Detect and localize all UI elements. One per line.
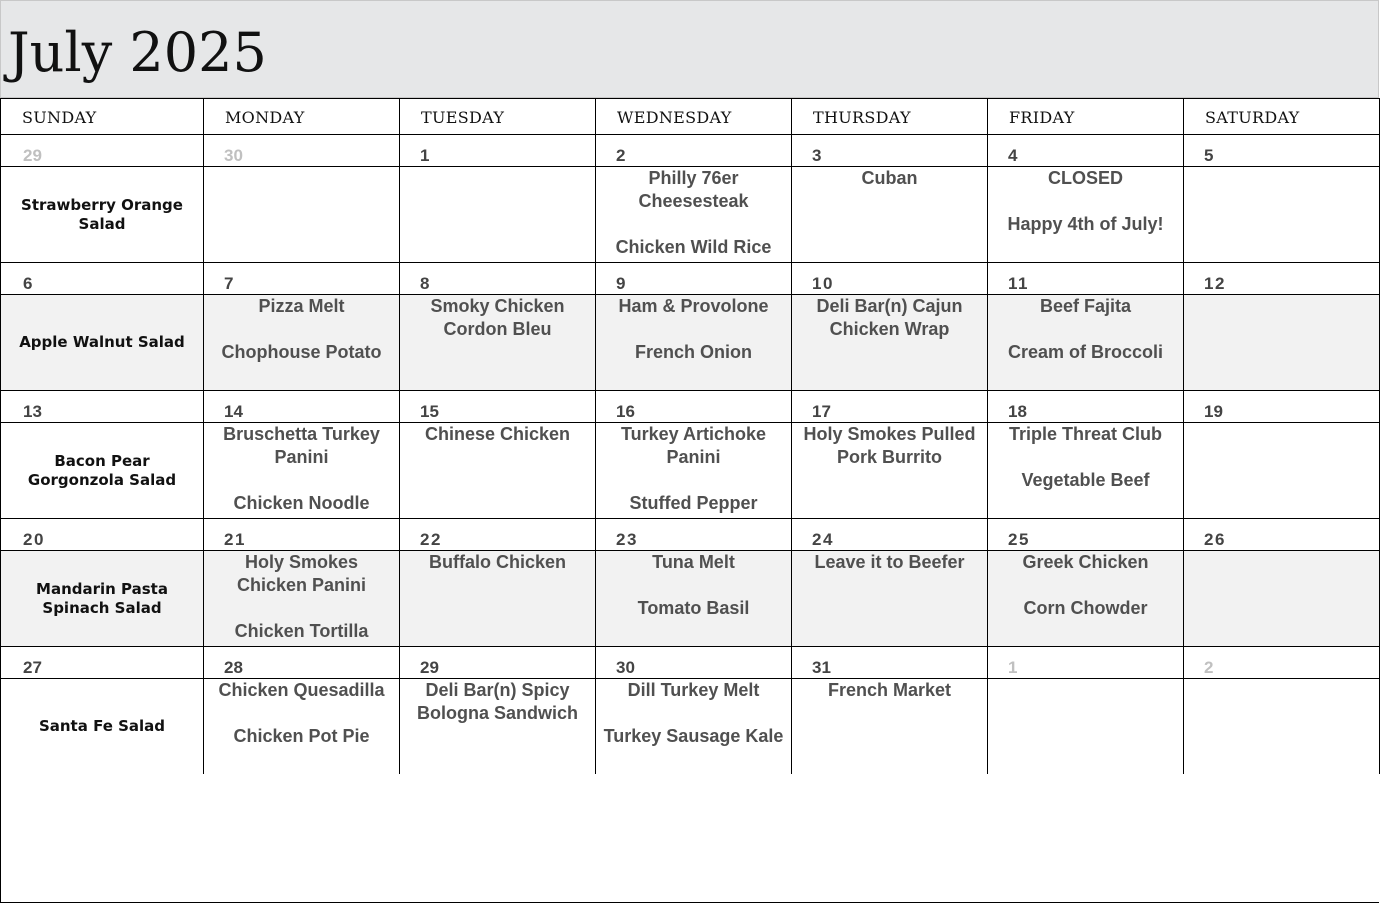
menu-cell bbox=[1184, 550, 1380, 646]
menu-item: Dill Turkey Melt bbox=[627, 680, 760, 700]
date-number: 26 bbox=[1184, 518, 1380, 550]
menu-cell bbox=[204, 166, 400, 262]
day-header-sunday: SUNDAY bbox=[1, 98, 204, 134]
date-number: 2 bbox=[1184, 646, 1380, 678]
date-number: 30 bbox=[596, 646, 792, 678]
date-number: 12 bbox=[1184, 262, 1380, 294]
day-header-tuesday: TUESDAY bbox=[400, 98, 596, 134]
menu-cell bbox=[988, 678, 1184, 774]
date-number: 11 bbox=[988, 262, 1184, 294]
menu-cell bbox=[400, 294, 596, 390]
menu-item: Leave it to Beefer bbox=[814, 552, 965, 572]
menu-item: Cuban bbox=[861, 168, 918, 188]
menu-item: Vegetable Beef bbox=[1021, 470, 1150, 490]
menu-cell bbox=[204, 294, 400, 390]
date-number: 5 bbox=[1184, 134, 1380, 166]
salad-of-week bbox=[1, 422, 204, 518]
menu-item: Happy 4th of July! bbox=[1007, 214, 1164, 234]
menu-cell bbox=[792, 678, 988, 774]
date-number: 1 bbox=[988, 646, 1184, 678]
menu-item: Holy Smokes Pulled Pork Burrito bbox=[803, 424, 976, 467]
salad-of-week bbox=[1, 678, 204, 774]
date-number: 4 bbox=[988, 134, 1184, 166]
salad-label: Bacon Pear Gorgonzola Salad bbox=[27, 451, 177, 489]
menu-item: Turkey Sausage Kale bbox=[603, 726, 784, 746]
date-number: 1 bbox=[400, 134, 596, 166]
date-number: 31 bbox=[792, 646, 988, 678]
day-header-monday: MONDAY bbox=[204, 98, 400, 134]
menu-cell bbox=[400, 550, 596, 646]
menu-cell bbox=[204, 678, 400, 774]
menu-item: Philly 76er Cheesesteak bbox=[638, 168, 749, 211]
salad-of-week bbox=[1, 166, 204, 262]
calendar-grid bbox=[0, 98, 1379, 903]
menu-cell bbox=[1184, 166, 1380, 262]
menu-item: Bruschetta Turkey Panini bbox=[223, 424, 380, 467]
menu-item: Chicken Wild Rice bbox=[615, 237, 772, 257]
menu-cell bbox=[400, 422, 596, 518]
menu-item: Chophouse Potato bbox=[221, 342, 382, 362]
menu-item: Cream of Broccoli bbox=[1007, 342, 1164, 362]
menu-cell bbox=[596, 294, 792, 390]
menu-spacer bbox=[992, 318, 1179, 341]
salad-of-week bbox=[1, 550, 204, 646]
date-number: 16 bbox=[596, 390, 792, 422]
title-bar bbox=[0, 0, 1379, 98]
date-number: 24 bbox=[792, 518, 988, 550]
date-number: 18 bbox=[988, 390, 1184, 422]
menu-item: CLOSED bbox=[1047, 168, 1123, 188]
menu-cell bbox=[1184, 294, 1380, 390]
menu-spacer bbox=[208, 597, 395, 620]
menu-cell bbox=[988, 166, 1184, 262]
menu-item: Tomato Basil bbox=[637, 598, 750, 618]
menu-cell bbox=[1184, 678, 1380, 774]
salad-label: Apple Walnut Salad bbox=[19, 333, 185, 351]
menu-cell bbox=[792, 294, 988, 390]
date-number: 9 bbox=[596, 262, 792, 294]
menu-cell bbox=[596, 678, 792, 774]
date-number: 29 bbox=[1, 134, 204, 166]
menu-item: Chicken Pot Pie bbox=[233, 726, 370, 746]
menu-cell bbox=[596, 422, 792, 518]
menu-cell bbox=[1184, 422, 1380, 518]
menu-cell bbox=[400, 678, 596, 774]
salad-of-week bbox=[1, 294, 204, 390]
menu-item: Smoky Chicken Cordon Bleu bbox=[430, 296, 565, 339]
menu-item: Chicken Quesadilla bbox=[218, 680, 385, 700]
date-number: 19 bbox=[1184, 390, 1380, 422]
menu-item: Buffalo Chicken bbox=[428, 552, 566, 572]
menu-item: Corn Chowder bbox=[1023, 598, 1148, 618]
date-number: 6 bbox=[1, 262, 204, 294]
menu-cell bbox=[988, 550, 1184, 646]
day-header-thursday: THURSDAY bbox=[792, 98, 988, 134]
menu-spacer bbox=[208, 702, 395, 725]
menu-cell bbox=[792, 550, 988, 646]
menu-cell bbox=[792, 422, 988, 518]
date-number: 28 bbox=[204, 646, 400, 678]
menu-cell bbox=[792, 166, 988, 262]
salad-label: Mandarin Pasta Spinach Salad bbox=[36, 579, 168, 617]
menu-item: Deli Bar(n) Spicy Bologna Sandwich bbox=[416, 680, 578, 723]
date-number: 8 bbox=[400, 262, 596, 294]
date-number: 20 bbox=[1, 518, 204, 550]
menu-spacer bbox=[600, 318, 787, 341]
menu-spacer bbox=[600, 213, 787, 236]
menu-item: Ham & Provolone bbox=[618, 296, 769, 316]
menu-cell bbox=[988, 294, 1184, 390]
date-number: 10 bbox=[792, 262, 988, 294]
menu-cell bbox=[204, 550, 400, 646]
date-number: 14 bbox=[204, 390, 400, 422]
menu-item: Chicken Tortilla bbox=[234, 621, 369, 641]
date-number: 17 bbox=[792, 390, 988, 422]
date-number: 25 bbox=[988, 518, 1184, 550]
menu-cell bbox=[596, 550, 792, 646]
salad-label: Santa Fe Salad bbox=[38, 717, 166, 735]
date-number: 22 bbox=[400, 518, 596, 550]
day-header-friday: FRIDAY bbox=[988, 98, 1184, 134]
menu-item: French Market bbox=[827, 680, 952, 700]
menu-cell bbox=[988, 422, 1184, 518]
day-header-wednesday: WEDNESDAY bbox=[596, 98, 792, 134]
menu-spacer bbox=[208, 469, 395, 492]
date-number: 21 bbox=[204, 518, 400, 550]
day-header-saturday: SATURDAY bbox=[1184, 98, 1380, 134]
menu-item: Deli Bar(n) Cajun Chicken Wrap bbox=[816, 296, 963, 339]
date-number: 27 bbox=[1, 646, 204, 678]
date-number: 29 bbox=[400, 646, 596, 678]
date-number: 23 bbox=[596, 518, 792, 550]
menu-item: Tuna Melt bbox=[652, 552, 735, 572]
menu-cell bbox=[400, 166, 596, 262]
salad-label: Strawberry Orange Salad bbox=[21, 195, 183, 233]
menu-spacer bbox=[992, 574, 1179, 597]
date-number: 2 bbox=[596, 134, 792, 166]
date-number: 7 bbox=[204, 262, 400, 294]
menu-cell bbox=[596, 166, 792, 262]
date-number: 30 bbox=[204, 134, 400, 166]
menu-spacer bbox=[992, 446, 1179, 469]
menu-item: Greek Chicken bbox=[1022, 552, 1149, 572]
menu-item: Beef Fajita bbox=[1039, 296, 1132, 316]
menu-cell bbox=[204, 422, 400, 518]
menu-spacer bbox=[600, 469, 787, 492]
menu-item: Chicken Noodle bbox=[233, 493, 370, 513]
menu-item: Turkey Artichoke Panini bbox=[620, 424, 767, 467]
menu-spacer bbox=[208, 318, 395, 341]
date-number: 13 bbox=[1, 390, 204, 422]
date-number: 15 bbox=[400, 390, 596, 422]
date-number: 3 bbox=[792, 134, 988, 166]
menu-item: Chinese Chicken bbox=[424, 424, 571, 444]
menu-item: Triple Threat Club bbox=[1008, 424, 1163, 444]
menu-spacer bbox=[992, 190, 1179, 213]
menu-spacer bbox=[600, 702, 787, 725]
menu-item: Stuffed Pepper bbox=[629, 493, 758, 513]
menu-spacer bbox=[600, 574, 787, 597]
menu-item: Holy Smokes Chicken Panini bbox=[236, 552, 367, 595]
menu-item: French Onion bbox=[635, 342, 752, 362]
page-title: July 2025 bbox=[8, 21, 267, 84]
menu-item: Pizza Melt bbox=[258, 296, 345, 316]
